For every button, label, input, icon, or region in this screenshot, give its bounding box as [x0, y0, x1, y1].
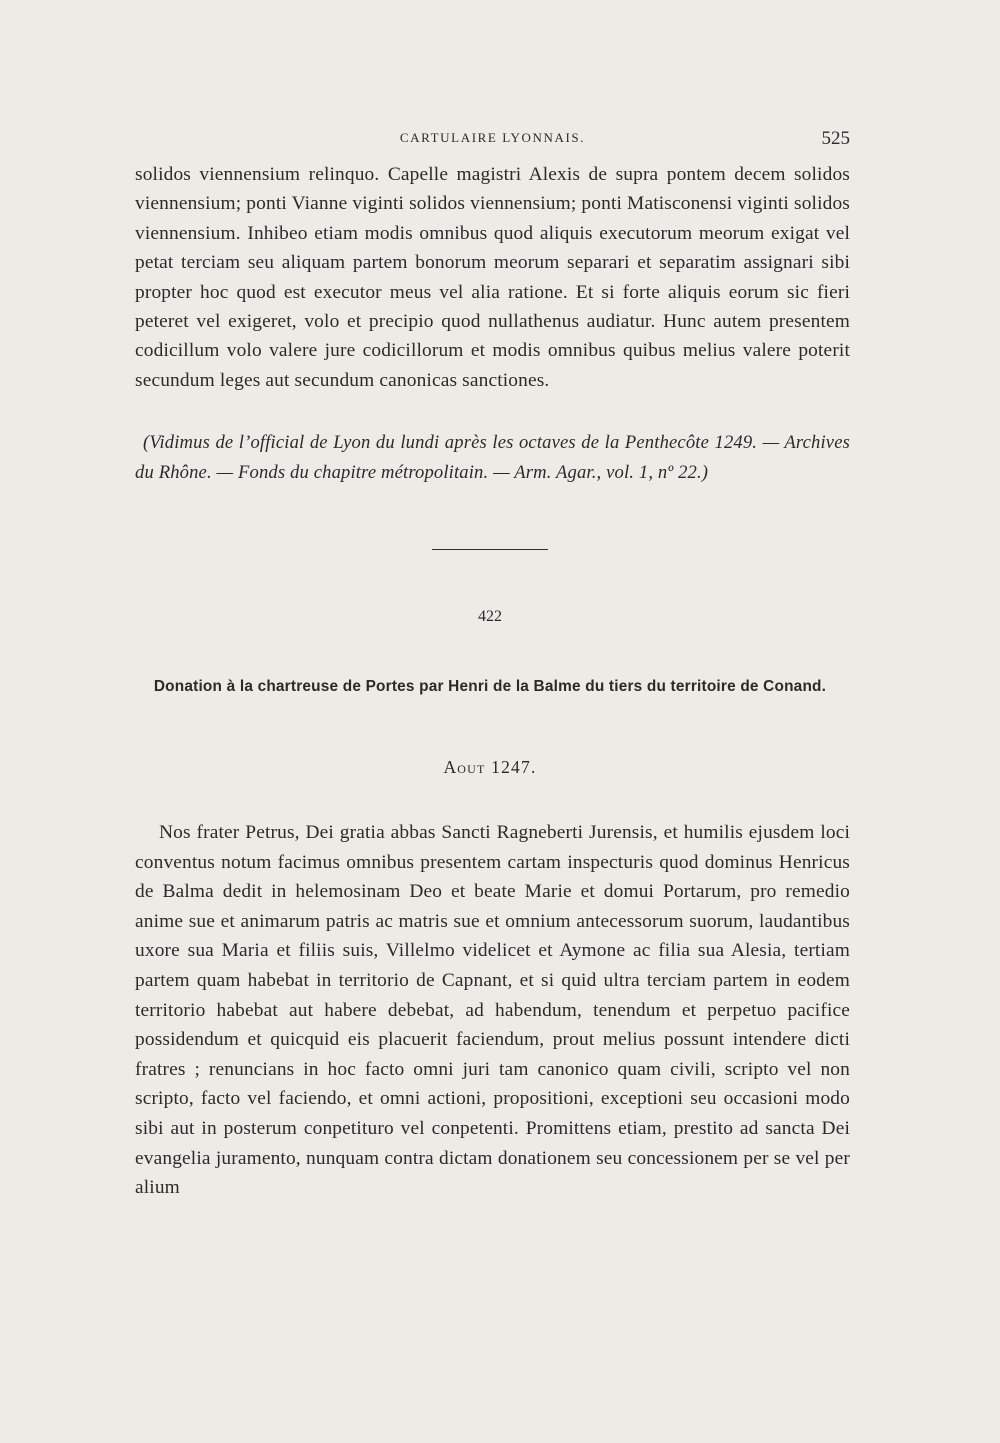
- document-body: [135, 818, 850, 1203]
- source-note-text: (Vidimus de l’official de Lyon du lundi après les octaves de la Penthecôte 1249. — Archives du Rhône. — Fonds du chapitre métropolitain. — Arm. Agar., vol. 1, nº 22.): [135, 432, 850, 483]
- continued-paragraph: [135, 160, 850, 395]
- page-number: 525: [821, 128, 850, 149]
- paragraph-text: solidos viennensium relinquo. Capelle magistri Alexis de supra pontem decem solidos viennensium; ponti Vianne viginti solidos viennensium; ponti Matisconensi viginti solidos viennensium. Inhibeo etiam modis omnibus quod aliquis executorum meorum exigat vel petat terciam seu aliquam partem bonorum meorum separari et separatim assignari sibi propter hoc quod est executor meus vel alia ratione. Et si forte aliquis eorum sic fieri peteret vel exigeret, volo et precipio quod nullathenus audiatur. Hunc autem presentem codicillum volo valere jure codicillorum et modis omnibus quibus melius valere poterit secundum leges aut secundum canonicas sanctiones.: [135, 164, 850, 391]
- document-body-text: Nos frater Petrus, Dei gratia abbas Sancti Ragneberti Jurensis, et humilis ejusdem loci conventus notum facimus omnibus presentem cartam inspecturis quod dominus Henricus de Balma dedit in helemosinam Deo et beate Marie et domui Portarum, pro remedio anime sue et animarum patris ac matris sue et omnium antecessorum suorum, laudantibus uxore sua Maria et filiis suis, Villelmo videlicet et Aymone ac filia sua Alesia, tertiam partem quam habebat in territorio de Capnant, et si quid ultra terciam partem in eodem territorio habebat aut habere debebat, ad habendum, tenendum et perpetuo pacifice possidendum et quicquid eis placuerit faciendum, prout melius possunt intendere dicti fratres ; renuncians in hoc facto omni juri tam canonico quam civili, scripto vel non scripto, facto vel faciendo, et omni actioni, propositioni, exceptioni seu occasioni modo sibi aut in posterum conpetituro vel conpetenti. Promittens etiam, prestito ad sancta Dei evangelia juramento, nunquam contra dictam donationem seu concessionem per se vel per alium: [135, 822, 850, 1199]
- source-citation: [135, 428, 850, 488]
- running-title: CARTULAIRE LYONNAIS.: [399, 130, 586, 145]
- document-date: Aout 1247.: [443, 757, 537, 777]
- document-title: Donation à la chartreuse de Portes par Henri de la Balme du tiers du territoire de Conand.: [153, 678, 827, 695]
- section-divider: [432, 549, 548, 550]
- document-number: 422: [478, 608, 502, 625]
- running-head: [135, 128, 850, 150]
